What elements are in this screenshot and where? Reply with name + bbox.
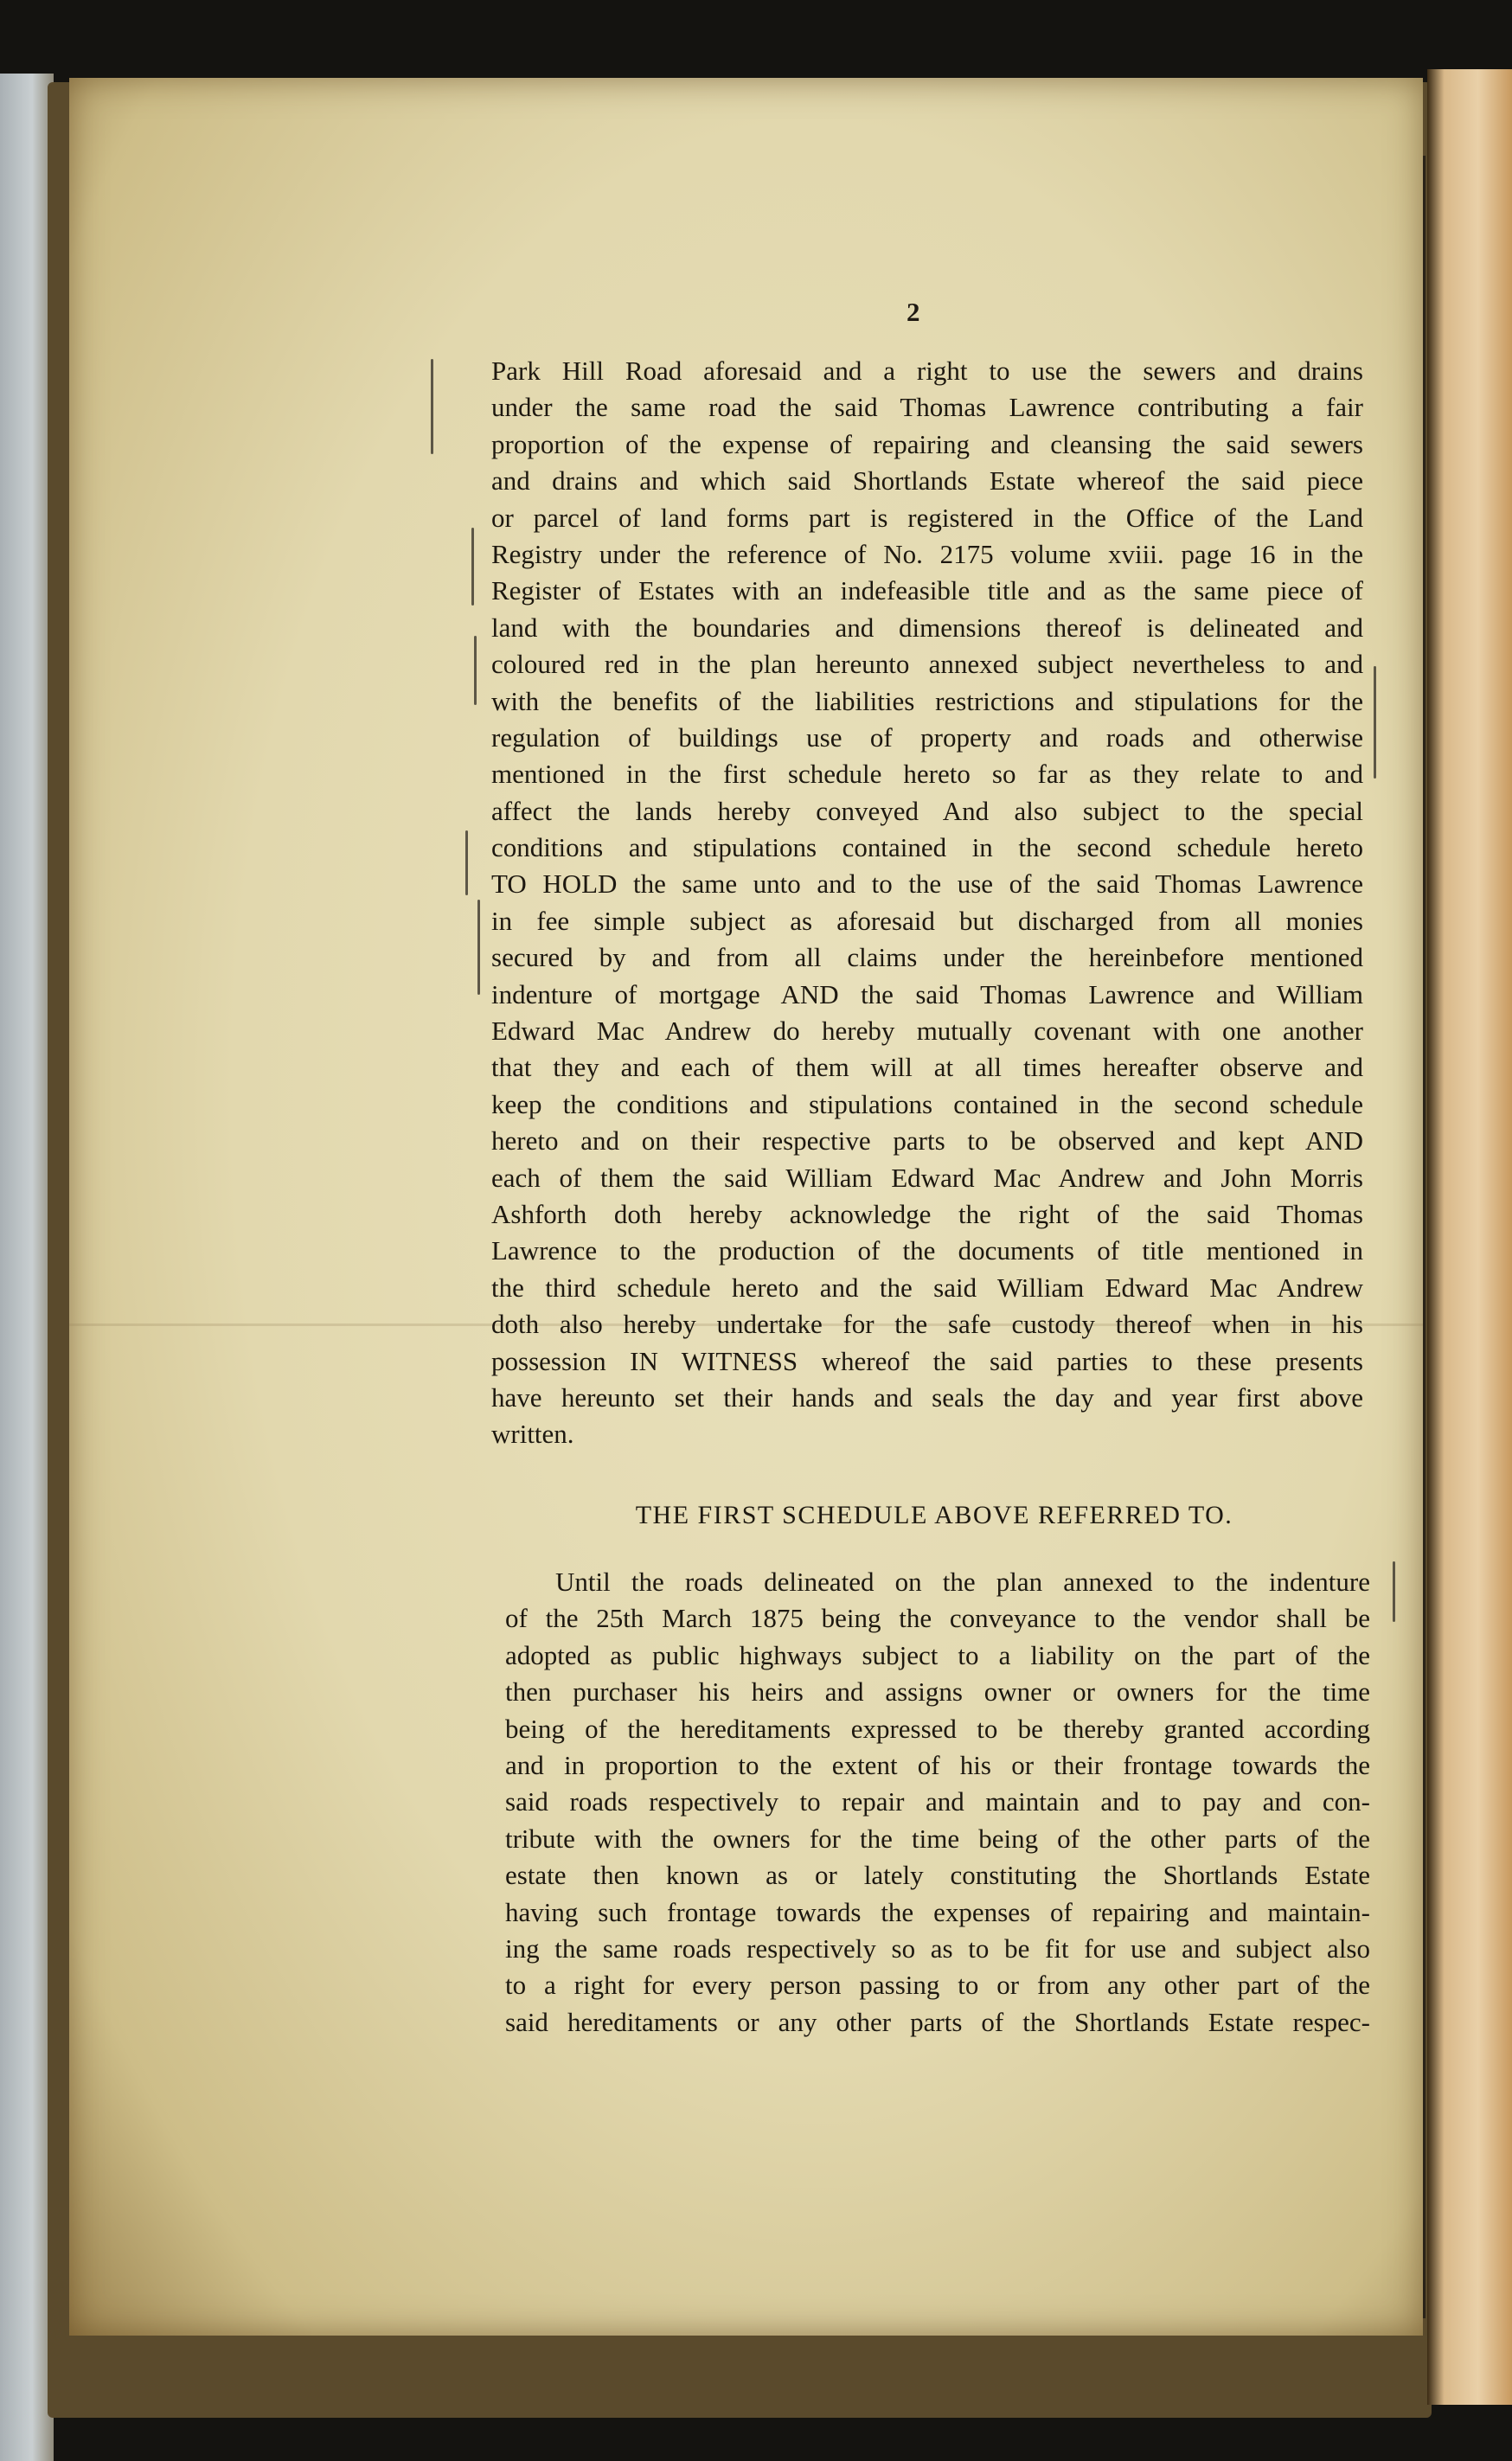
schedule-heading: THE FIRST SCHEDULE ABOVE REFERRED TO. [635,1501,1233,1529]
text-line: Ashforth doth hereby acknowledge the right of the said Thomas [491,1198,1363,1229]
text-line: then purchaser his heirs and assigns owner or owners for the time [505,1676,1370,1708]
text-line: having such frontage towards the expenses of repairing and maintain- [505,1896,1370,1927]
text-line: secured by and from all claims under the hereinbefore mentioned [491,942,1363,973]
text-line: possession IN WITNESS whereof the said parties to these presents [491,1345,1363,1376]
margin-pencil-mark [465,830,468,895]
margin-pencil-mark [1374,666,1376,779]
margin-pencil-mark [1393,1561,1395,1622]
text-line: indenture of mortgage AND the said Thomas Lawrence and William [491,978,1363,1009]
text-line: affect the lands hereby conveyed And also subject to the special [491,795,1363,826]
text-line: to a right for every person passing to or from any other part of the [505,1970,1370,2001]
text-line: and in proportion to the extent of his or their frontage towards the [505,1749,1370,1780]
text-line: land with the boundaries and dimensions thereof is delineated and [491,612,1363,643]
text-line: the third schedule hereto and the said William Edward Mac Andrew [491,1272,1363,1303]
text-line: Edward Mac Andrew do hereby mutually covenant with one another [491,1016,1363,1047]
first-schedule-paragraph [505,1564,1370,2041]
text-line: Register of Estates with an indefeasible title and as the same piece of [491,575,1363,606]
adjacent-page-left [0,74,54,2461]
text-line: written. [491,1419,574,1450]
margin-pencil-mark [477,900,480,995]
text-line: keep the conditions and stipulations contained in the second schedule [491,1088,1363,1119]
text-line: mentioned in the first schedule hereto so far as they relate to and [491,759,1363,790]
text-line: said roads respectively to repair and maintain and to pay and con- [505,1786,1370,1817]
conveyance-paragraph [491,353,1363,1453]
text-line: tribute with the owners for the time being of the other parts of the [505,1823,1370,1854]
text-line: under the same road the said Thomas Lawrence contributing a fair [491,392,1363,423]
text-line: hereto and on their respective parts to be observed and kept AND [491,1125,1363,1157]
text-line: TO HOLD the same unto and to the use of the said Thomas Lawrence [491,868,1363,900]
text-line: Lawrence to the production of the documents of title mentioned in [491,1235,1363,1266]
text-line: proportion of the expense of repairing and cleansing the said sewers [491,428,1363,459]
text-line: or parcel of land forms part is registered in the Office of the Land [491,502,1363,533]
text-line: and drains and which said Shortlands Estate whereof the said piece [491,465,1363,497]
adjacent-page-right [1427,69,1512,2405]
text-line: coloured red in the plan hereunto annexed subject nevertheless to and [491,649,1363,680]
text-line: each of them the said William Edward Mac Andrew and John Morris [491,1162,1363,1193]
text-line: that they and each of them will at all times hereafter observe and [491,1052,1363,1083]
text-line: said hereditaments or any other parts of the Shortlands Estate respec- [505,2006,1370,2037]
text-line: regulation of buildings use of property and roads and otherwise [491,721,1363,753]
text-line: doth also hereby undertake for the safe custody thereof when in his [491,1309,1363,1340]
text-line: with the benefits of the liabilities restrictions and stipulations for the [491,685,1363,716]
text-line: ing the same roads respectively so as to be fit for use and subject also [505,1932,1370,1964]
text-line: Park Hill Road aforesaid and a right to use the sewers and drains [491,356,1363,386]
margin-pencil-mark [471,528,474,606]
page-number: 2 [907,297,920,327]
text-line: Until the roads delineated on the plan annexed to the indenture [555,1567,1370,1597]
text-line: in fee simple subject as aforesaid but discharged from all monies [491,905,1363,936]
margin-pencil-mark [431,359,433,454]
text-line: of the 25th March 1875 being the conveyance to the vendor shall be [505,1603,1370,1634]
page-edge-line [1423,156,1426,2318]
text-line: being of the hereditaments expressed to be thereby granted according [505,1713,1370,1744]
margin-pencil-mark [474,636,477,705]
text-line: estate then known as or lately constituting the Shortlands Estate [505,1860,1370,1891]
text-line: adopted as public highways subject to a liability on the part of the [505,1639,1370,1670]
text-line: Registry under the reference of No. 2175 volume xviii. page 16 in the [491,538,1363,569]
text-line: have hereunto set their hands and seals the day and year first above [491,1381,1363,1413]
text-line: conditions and stipulations contained in the second schedule hereto [491,832,1363,863]
